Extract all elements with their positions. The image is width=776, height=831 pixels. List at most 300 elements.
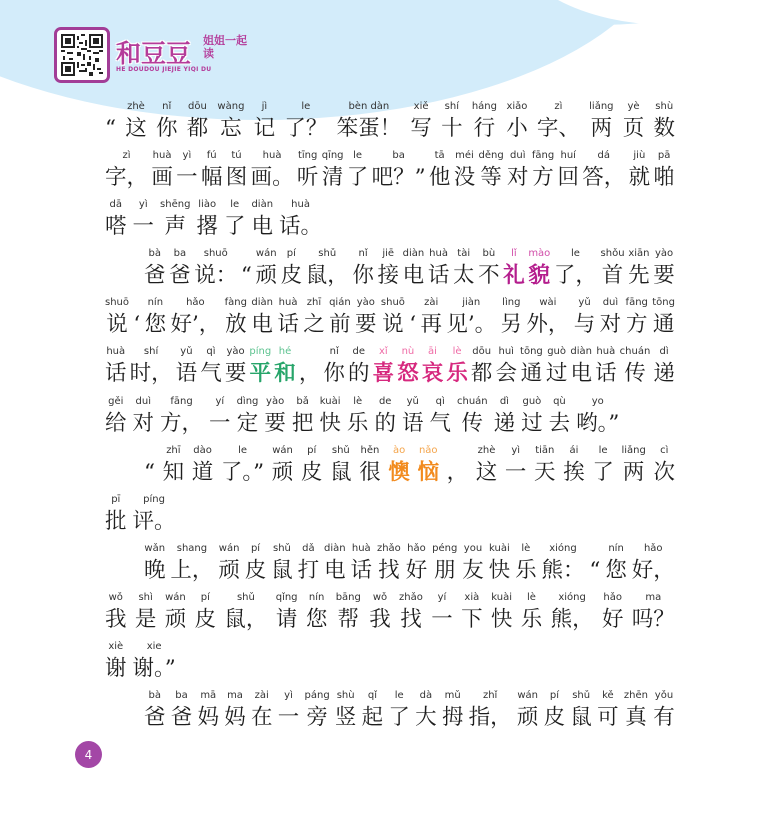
- pinyin: shǔ: [331, 444, 350, 456]
- ruby-character: [251, 198, 273, 241]
- ruby-character: [251, 296, 273, 339]
- pinyin: píng: [143, 493, 165, 505]
- pinyin: shǔ: [572, 690, 591, 702]
- hanzi: 一: [209, 410, 231, 436]
- hanzi: 你: [352, 263, 374, 289]
- ruby-character: [476, 444, 498, 487]
- ruby-character: [563, 444, 585, 487]
- hanzi: 我: [369, 606, 391, 632]
- ruby-character: [653, 345, 675, 388]
- pinyin: tōng: [652, 297, 675, 309]
- ruby-character: [623, 100, 645, 143]
- pinyin: nǐ: [358, 248, 368, 260]
- ruby-character: [422, 345, 444, 388]
- ruby-character: [145, 296, 167, 339]
- hanzi: 这: [475, 459, 498, 485]
- pinyin: chuán: [619, 346, 651, 358]
- pinyin: qǐng: [275, 591, 298, 603]
- pinyin: pí: [200, 591, 210, 603]
- hanzi: 递: [493, 410, 516, 436]
- hanzi: 你: [155, 116, 178, 141]
- pinyin: yí: [215, 395, 225, 407]
- pinyin: fàng: [224, 297, 247, 309]
- hanzi: 谢: [105, 656, 127, 682]
- ruby-character: [105, 198, 127, 241]
- ruby-character: [298, 542, 320, 585]
- hanzi: 要: [264, 410, 286, 436]
- pinyin: qǐ: [367, 690, 377, 702]
- ruby-character: [297, 149, 319, 192]
- ruby-character: [632, 591, 675, 634]
- pinyin: yào: [654, 248, 674, 260]
- hanzi: 过: [545, 361, 568, 387]
- ruby-character: [472, 100, 497, 143]
- pinyin: nín: [308, 591, 325, 603]
- pinyin: diàn: [570, 346, 593, 358]
- pinyin: xiè: [108, 641, 124, 653]
- pinyin: zhè: [477, 444, 496, 456]
- hanzi: 都: [186, 116, 209, 141]
- hanzi: 两: [590, 116, 613, 141]
- hanzi: 拇: [441, 705, 464, 731]
- pinyin: wán: [272, 444, 293, 456]
- hanzi: 要: [355, 312, 377, 338]
- hanzi: 起: [361, 705, 384, 731]
- hanzi: 您: [605, 557, 627, 583]
- ruby-character: [417, 444, 439, 487]
- hanzi: 记: [253, 116, 276, 141]
- pinyin: bà: [148, 690, 161, 702]
- hanzi: 说：: [194, 263, 238, 289]
- ruby-character: [351, 542, 373, 585]
- ruby-character: [632, 542, 675, 585]
- hanzi: 熊：: [541, 557, 585, 583]
- pinyin: jì: [261, 101, 268, 112]
- hanzi: 首: [601, 263, 624, 289]
- ruby-character: [160, 198, 190, 241]
- ruby-character: [322, 149, 344, 192]
- pinyin: xiǎo: [506, 101, 528, 112]
- ruby-character: [299, 345, 321, 388]
- pinyin: pí: [307, 444, 317, 456]
- hanzi: 他: [428, 165, 451, 191]
- hanzi: 鼠，: [305, 263, 349, 289]
- pinyin: hǎo: [186, 297, 205, 309]
- pinyin: wàng: [217, 101, 245, 112]
- hanzi: 话: [105, 361, 127, 387]
- ruby-character: [176, 345, 198, 388]
- hanzi: 快: [490, 606, 513, 632]
- pinyin: huà: [106, 346, 126, 358]
- hanzi: 是: [134, 606, 157, 632]
- pinyin: huà: [152, 150, 172, 162]
- hanzi: 一: [176, 165, 198, 191]
- ruby-character: [359, 444, 381, 487]
- hanzi: ‘: [133, 312, 141, 338]
- hanzi: 皮: [300, 459, 323, 485]
- pinyin: wǎn: [144, 542, 166, 554]
- pinyin: zhè: [127, 101, 145, 112]
- hanzi: 快: [488, 557, 511, 583]
- hanzi: 话。: [279, 214, 323, 240]
- hanzi: 鼠: [570, 705, 592, 731]
- hanzi: 了，: [553, 263, 597, 289]
- ruby-character: [576, 395, 619, 438]
- ruby-character: [489, 542, 511, 585]
- ruby-character: [196, 198, 218, 241]
- pinyin: děng: [478, 150, 504, 162]
- pinyin: qù: [553, 395, 566, 407]
- pinyin: le: [598, 444, 608, 456]
- hanzi: 电: [251, 312, 273, 338]
- pinyin: pī: [111, 493, 121, 505]
- ruby-character: [218, 542, 240, 585]
- hanzi: “: [105, 116, 116, 141]
- pinyin: zhī: [166, 444, 181, 456]
- hanzi: 找: [400, 606, 422, 632]
- hanzi: 大: [415, 705, 437, 731]
- ruby-character: [621, 444, 645, 487]
- ruby-character: [453, 247, 475, 290]
- hanzi: 写: [410, 116, 432, 141]
- ruby-character: [446, 296, 496, 339]
- hanzi: 话: [595, 361, 617, 387]
- qr-code-pattern: [61, 34, 103, 76]
- hanzi: 通: [652, 312, 675, 338]
- hanzi: 对: [132, 410, 155, 436]
- pinyin: yè: [627, 101, 640, 112]
- ruby-character: [589, 542, 600, 585]
- hanzi: 行: [473, 116, 496, 141]
- hanzi: 了？: [284, 116, 328, 141]
- ruby-character: [495, 345, 517, 388]
- hanzi: 乐: [515, 557, 537, 583]
- ruby-character: [284, 100, 327, 143]
- hanzi: 挨: [563, 459, 585, 485]
- pinyin: nǐ: [162, 101, 172, 112]
- ruby-character: [369, 591, 391, 634]
- ruby-character: [544, 689, 566, 732]
- pinyin: lìng: [502, 297, 521, 309]
- hanzi: 您: [305, 606, 328, 632]
- ruby-character: [249, 345, 271, 388]
- ruby-character: [653, 689, 675, 732]
- ruby-character: [520, 345, 543, 388]
- pinyin: hǎo: [603, 591, 622, 603]
- ruby-character: [306, 591, 328, 634]
- pinyin: lè: [452, 346, 462, 358]
- pinyin: huà: [351, 542, 371, 554]
- ruby-character: [130, 345, 173, 388]
- pinyin: yo: [591, 395, 604, 407]
- ruby-character: [170, 542, 213, 585]
- pinyin: jiē: [382, 248, 395, 260]
- hanzi: 图: [225, 165, 248, 191]
- pinyin: huí: [560, 150, 576, 162]
- story-text: [105, 100, 675, 738]
- pinyin: háng: [471, 101, 497, 112]
- ruby-character: [546, 345, 568, 388]
- pinyin: kuài: [319, 395, 341, 407]
- ruby-character: [225, 296, 247, 339]
- ruby-character: [374, 395, 396, 438]
- pinyin: jiàn: [462, 297, 481, 309]
- hanzi: 的: [374, 410, 396, 436]
- hanzi: 爸: [144, 263, 166, 289]
- pinyin: yì: [138, 199, 148, 211]
- hanzi: 方: [532, 165, 554, 191]
- hanzi: 电: [570, 361, 592, 387]
- hanzi: 没: [453, 165, 476, 191]
- ruby-character: [372, 149, 426, 192]
- hanzi: 定: [236, 410, 259, 436]
- brand-logo-pinyin: HE DOUDOU JIEJIE YIQI DU: [116, 66, 212, 73]
- pinyin: cì: [660, 444, 669, 456]
- pinyin: huà: [278, 297, 298, 309]
- pinyin: diàn: [402, 248, 425, 260]
- hanzi: 回: [557, 165, 579, 191]
- pinyin: shǒu: [600, 248, 625, 260]
- pinyin: bāng: [335, 591, 361, 603]
- pinyin: shù: [336, 690, 355, 702]
- ruby-character: [224, 689, 246, 732]
- ruby-character: [399, 591, 423, 634]
- pinyin: nín: [147, 297, 164, 309]
- ruby-character: [532, 149, 554, 192]
- ruby-character: [629, 149, 651, 192]
- ruby-character: [165, 591, 187, 634]
- hanzi: 请: [275, 606, 298, 632]
- pinyin: shǔ: [318, 248, 337, 260]
- ruby-character: [160, 395, 203, 438]
- pinyin: de: [378, 395, 392, 407]
- pinyin: péng: [432, 542, 458, 554]
- hanzi: 气: [200, 361, 222, 387]
- hanzi: 懊: [388, 459, 410, 485]
- ruby-character: [217, 100, 244, 143]
- pinyin: xie: [146, 641, 162, 653]
- hanzi: 要: [224, 361, 247, 387]
- hanzi: 通: [520, 361, 543, 387]
- pinyin: duì: [602, 297, 619, 309]
- hanzi: 乐: [346, 410, 369, 436]
- hanzi: 下: [461, 606, 483, 632]
- hanzi: 旁: [306, 705, 328, 731]
- ruby-character: [428, 247, 450, 290]
- pinyin: ba: [392, 150, 405, 162]
- hanzi: 知: [162, 459, 185, 485]
- pinyin: ba: [173, 248, 187, 260]
- pinyin: páng: [304, 690, 330, 702]
- qr-code-icon[interactable]: [54, 27, 110, 83]
- hanzi: 太: [452, 263, 475, 289]
- hanzi: 乐: [520, 606, 543, 632]
- hanzi: 鼠: [330, 459, 352, 485]
- ruby-character: [224, 591, 267, 634]
- hanzi: 要: [653, 263, 675, 289]
- hanzi: 话: [350, 557, 373, 583]
- hanzi: 一: [132, 214, 155, 240]
- hanzi: 另: [500, 312, 523, 338]
- ruby-character: [195, 591, 217, 634]
- ruby-character: [479, 149, 504, 192]
- ruby-character: [105, 100, 116, 143]
- hanzi: 平: [249, 361, 272, 387]
- pinyin: yào: [266, 395, 285, 407]
- ruby-character: [551, 591, 594, 634]
- pinyin: ba: [175, 690, 188, 702]
- hanzi: 打: [297, 557, 320, 583]
- pinyin: liǎng: [621, 444, 646, 456]
- ruby-character: [402, 395, 424, 438]
- hanzi: 把: [291, 410, 314, 436]
- pinyin: guò: [547, 346, 566, 358]
- hanzi: 了: [388, 705, 410, 731]
- hanzi: 幅: [200, 165, 223, 191]
- ruby-character: [526, 296, 569, 339]
- ruby-character: [397, 345, 419, 388]
- hanzi: “: [589, 557, 601, 583]
- ruby-character: [133, 640, 176, 683]
- hanzi: 哀: [421, 361, 444, 387]
- pinyin: xióng: [558, 591, 586, 603]
- pinyin: tōng: [520, 346, 543, 358]
- ruby-character: [335, 689, 357, 732]
- pinyin: zì: [122, 150, 131, 162]
- pinyin: xǐ: [378, 346, 388, 358]
- pinyin: xiě: [413, 101, 429, 112]
- hanzi: 话: [277, 312, 299, 338]
- hanzi: 两: [622, 459, 645, 485]
- hanzi: 递: [653, 361, 675, 387]
- hanzi: 忘: [220, 116, 242, 141]
- pinyin: duì: [510, 150, 526, 162]
- pinyin: qián: [329, 297, 351, 309]
- pinyin: zài: [254, 690, 269, 702]
- hanzi: 啪: [653, 165, 675, 191]
- pinyin: dā: [109, 199, 122, 211]
- ruby-character: [144, 444, 155, 487]
- page-number: 4: [75, 741, 102, 768]
- hanzi: 妈: [197, 705, 220, 731]
- pinyin: liǎng: [589, 101, 614, 112]
- ruby-character: [582, 149, 625, 192]
- ruby-character: [254, 100, 276, 143]
- ruby-character: [471, 345, 493, 388]
- ruby-character: [447, 444, 469, 487]
- hanzi: 笨蛋！: [336, 116, 402, 141]
- ruby-character: [377, 542, 401, 585]
- hanzi: 前: [329, 312, 351, 338]
- hanzi: 熊，: [550, 606, 594, 632]
- pinyin: xià: [464, 591, 480, 603]
- ruby-character: [554, 247, 597, 290]
- pinyin: shí: [444, 101, 459, 112]
- pinyin: you: [463, 542, 483, 554]
- hanzi: 外，: [526, 312, 570, 338]
- pinyin: lè: [527, 591, 536, 603]
- ruby-character: [347, 395, 369, 438]
- hanzi: 一: [504, 459, 527, 485]
- hanzi: “: [240, 263, 252, 289]
- pinyin: wán: [218, 542, 240, 554]
- ruby-character: [602, 591, 624, 634]
- ruby-character: [133, 493, 176, 536]
- ruby-character: [105, 149, 148, 192]
- pinyin: diàn: [251, 199, 274, 211]
- pinyin: le: [570, 248, 580, 260]
- hanzi: 很: [359, 459, 381, 485]
- pinyin: tā: [434, 150, 445, 162]
- hanzi: 气: [429, 410, 451, 436]
- ruby-character: [362, 689, 384, 732]
- ruby-character: [352, 247, 374, 290]
- ruby-character: [336, 591, 361, 634]
- ruby-character: [171, 689, 193, 732]
- hanzi: 恼: [417, 459, 439, 485]
- pinyin: nù: [401, 346, 415, 358]
- hanzi: 语: [401, 410, 424, 436]
- hanzi: 嗒: [105, 214, 127, 240]
- pinyin: hěn: [360, 444, 380, 456]
- pinyin: fāng: [170, 395, 193, 407]
- hanzi: 批: [105, 508, 127, 534]
- ruby-character: [144, 689, 166, 732]
- pinyin: tīng: [297, 150, 318, 162]
- ruby-character: [105, 296, 129, 339]
- ruby-character: [156, 100, 178, 143]
- ruby-character: [170, 296, 220, 339]
- hanzi: 鼠: [271, 557, 293, 583]
- pinyin: wán: [165, 591, 186, 603]
- pinyin: zhǎo: [376, 542, 401, 554]
- text-line: [105, 149, 675, 198]
- pinyin: mǔ: [444, 690, 461, 702]
- pinyin: wǒ: [372, 591, 388, 603]
- ruby-character: [224, 198, 246, 241]
- ruby-character: [505, 444, 527, 487]
- ruby-character: [319, 395, 341, 438]
- hanzi: 找: [378, 557, 400, 583]
- ruby-character: [431, 591, 453, 634]
- ruby-character: [278, 689, 300, 732]
- pinyin: kuài: [491, 591, 513, 603]
- text-line: [105, 542, 675, 591]
- ruby-character: [201, 149, 223, 192]
- hanzi: 有: [653, 705, 675, 731]
- hanzi: 答，: [582, 165, 626, 191]
- ruby-character: [420, 296, 442, 339]
- ruby-character: [271, 542, 293, 585]
- hanzi: 帮: [337, 606, 360, 632]
- text-line: [105, 100, 675, 149]
- hanzi: 快: [319, 410, 341, 436]
- ruby-character: [388, 444, 410, 487]
- hanzi: 电: [402, 263, 425, 289]
- hanzi: 一: [277, 705, 300, 731]
- hanzi: 貌: [528, 263, 551, 289]
- text-line: [105, 444, 675, 493]
- pinyin: dì: [659, 346, 669, 358]
- ruby-character: [620, 345, 651, 388]
- hanzi: 乐: [446, 361, 468, 387]
- pinyin: yí: [437, 591, 447, 603]
- ruby-character: [461, 591, 483, 634]
- ruby-character: [595, 345, 617, 388]
- pinyin: qīng: [321, 150, 344, 162]
- ruby-character: [494, 395, 516, 438]
- ruby-character: [446, 345, 468, 388]
